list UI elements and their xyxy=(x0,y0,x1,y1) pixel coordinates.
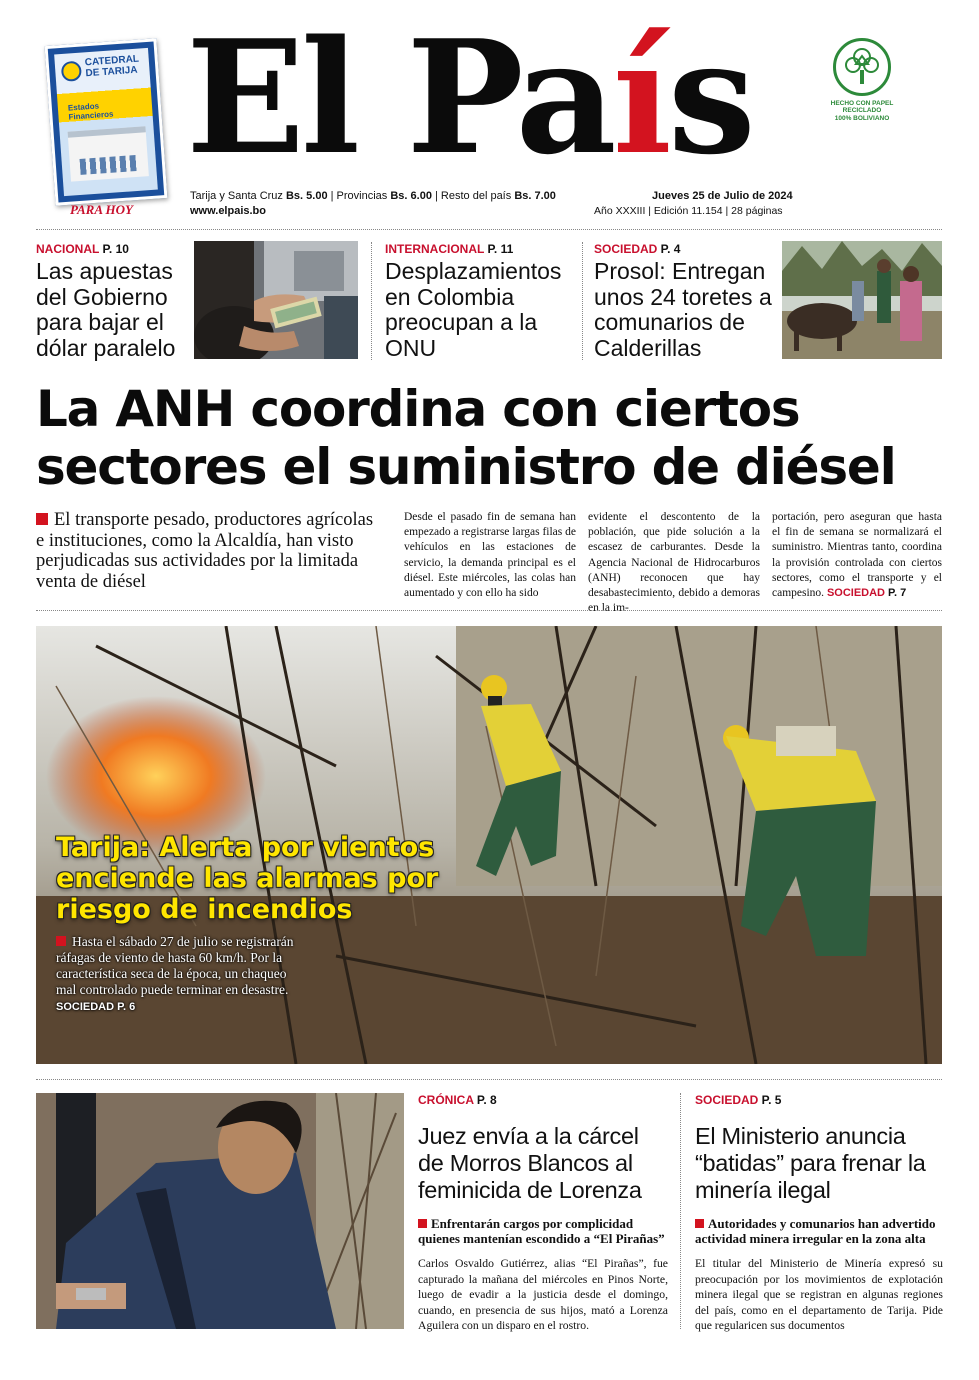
promo-label: PARA HOY xyxy=(70,202,133,217)
bullet-square-icon xyxy=(418,1219,427,1228)
promo-brand xyxy=(85,55,141,80)
promo-brand-line1: CATEDRAL xyxy=(84,53,140,69)
page-ref: P. 4 xyxy=(657,242,681,256)
lead-headline[interactable]: La ANH coordina con ciertos sectores el suministro de diésel xyxy=(36,380,896,496)
promo-brand-line2: DE TARIJA xyxy=(85,64,138,79)
catedral-logo-icon xyxy=(61,61,82,82)
story-headline: Juez envía a la cárcel de Morros Blancos al feminicida de Lorenza xyxy=(418,1123,642,1203)
story-headline: El Ministerio anuncia “batidas” para frenar la minería ilegal xyxy=(695,1123,926,1203)
story-section xyxy=(418,1093,668,1107)
price-3: Bs. 7.00 xyxy=(514,190,556,202)
story-sociedad[interactable] xyxy=(695,1093,943,1334)
promo-insert-thumbnail xyxy=(45,38,168,205)
story-subhead xyxy=(695,1216,943,1246)
teaser-headline: Desplazamientos en Colombia preocupan a la ONU xyxy=(385,258,562,361)
promo-subtitle xyxy=(68,100,114,121)
teaser-headline: Las apuestas del Gobierno para bajar el dólar paralelo xyxy=(36,258,176,361)
story-subhead xyxy=(418,1216,668,1246)
promo-sub-line2: Financieros xyxy=(68,109,114,122)
price-region-3: | Resto del país xyxy=(431,190,515,202)
section-name: NACIONAL xyxy=(36,242,100,256)
divider xyxy=(36,229,942,230)
section-name: SOCIEDAD xyxy=(695,1093,759,1107)
recycled-paper-badge xyxy=(822,38,902,122)
edition-info: Año XXXIII | Edición 11.154 | 28 páginas xyxy=(594,205,783,217)
story-body: Carlos Osvaldo Gutiérrez, alias “El Pirañas”, fue capturado la mañana del miércoles en Pinos Norte, luego de evadir a la justicia desde el domingo, cuando, en presencia de sus hijos, mató a Lorenza Aguilera con un disparo en el rostro. xyxy=(418,1257,668,1332)
masthead-prefix: El Pa xyxy=(186,6,613,189)
eco-line2: RECICLADO xyxy=(842,107,882,115)
feature-subhead xyxy=(56,934,296,1015)
story-cronica[interactable] xyxy=(418,1093,668,1334)
eco-line1: HECHO CON PAPEL xyxy=(830,100,894,107)
price-1: Bs. 5.00 xyxy=(285,190,328,202)
page-ref: P. 8 xyxy=(473,1093,497,1107)
teaser-nacional[interactable] xyxy=(36,242,192,361)
column-divider xyxy=(371,242,372,360)
building-illustration xyxy=(68,126,149,181)
promo-sub-line1: Estados xyxy=(67,101,100,113)
eco-badge-text xyxy=(822,100,902,122)
story-section xyxy=(695,1093,943,1107)
divider xyxy=(36,1079,942,1080)
teaser-sociedad[interactable] xyxy=(594,242,780,361)
masthead-accent-letter: í xyxy=(612,6,668,189)
website-link[interactable]: www.elpais.bo xyxy=(190,205,266,217)
recycle-tree-icon xyxy=(833,38,891,96)
price-line xyxy=(190,190,556,202)
feature-headline[interactable]: Tarija: Alerta por vientos enciende las alarmas por riesgo de incendios xyxy=(56,832,439,925)
teaser-section xyxy=(594,242,780,256)
story-subhead-text: Autoridades y comunarios han advertido actividad minera irregular en la zona alta xyxy=(695,1216,936,1246)
feature-page-ref[interactable]: SOCIEDAD P. 6 xyxy=(56,1001,136,1013)
page-ref: P. 5 xyxy=(758,1093,782,1107)
masthead-suffix: s xyxy=(667,6,752,189)
lead-column-3-text: portación, pero aseguran que hasta el fin de semana se normalizará el suministro. Mientras tanto, coordina la provisión controlada con ciertos sectores, como el transporte y el campesino. xyxy=(772,511,942,600)
lead-column-3 xyxy=(772,510,942,601)
section-name: CRÓNICA xyxy=(418,1093,474,1107)
ref-section: SOCIEDAD xyxy=(826,587,885,600)
bullet-square-icon xyxy=(695,1219,704,1228)
feature-subhead-text: Hasta el sábado 27 de julio se registrarán ráfagas de viento de hasta 60 km/h. Por la característica seca de la época, un chaqueo mal controlado puede terminar en desastre. xyxy=(56,934,294,997)
teaser-section xyxy=(36,242,192,256)
lead-subhead-text: El transporte pesado, productores agrícolas e instituciones, como la Alcaldía, han visto perjudicadas sus actividades por la limitada venta de diésel xyxy=(36,510,374,592)
price-2: Bs. 6.00 xyxy=(390,190,432,202)
photo-arrested-man xyxy=(36,1093,404,1329)
story-subhead-text: Enfrentarán cargos por complicidad quienes mantenían escondido a “El Pirañas” xyxy=(418,1216,665,1246)
story-body: El titular del Ministerio de Minería expresó su preocupación por los movimientos de explotación minera ilegal que se registran en algunas regiones del país, como en el departamento de Tarija. Pide que regularicen sus documentos xyxy=(695,1257,943,1332)
lead-column-2: evidente el descontento de la población, que pide solución a la escasez de carburantes. Desde la Agencia Nacional de Hidrocarburos (ANH) reconocen que hay desabastecimiento, debido a demoras en la im- xyxy=(588,511,760,615)
page-ref: P. 10 xyxy=(99,242,129,256)
lead-page-ref[interactable] xyxy=(827,587,906,599)
newspaper-masthead xyxy=(186,6,752,189)
teaser-internacional[interactable] xyxy=(385,242,577,361)
column-divider xyxy=(680,1093,681,1329)
price-region-1: Tarija y Santa Cruz xyxy=(190,190,286,202)
bullet-square-icon xyxy=(56,936,66,946)
teaser-section xyxy=(385,242,577,256)
section-name: SOCIEDAD xyxy=(594,242,658,256)
column-divider xyxy=(582,242,583,360)
photo-bulls-delivery xyxy=(782,241,942,359)
price-region-2: | Provincias xyxy=(327,190,391,202)
teaser-headline: Prosol: Entregan unos 24 toretes a comunarios de Calderillas xyxy=(594,258,772,361)
divider xyxy=(36,610,942,611)
photo-money-exchange xyxy=(194,241,358,359)
eco-line3: 100% BOLIVIANO xyxy=(834,114,890,122)
lead-subhead xyxy=(36,510,376,592)
lead-column-1: Desde el pasado fin de semana han empezado a registrarse largas filas de vehículos en las estaciones de servicio, la demanda principal es el diésel. Este miércoles, las colas han aumentado y con ello ha sido xyxy=(404,511,576,600)
section-name: INTERNACIONAL xyxy=(385,242,485,256)
ref-page: P. 7 xyxy=(885,587,907,600)
issue-date: Jueves 25 de Julio de 2024 xyxy=(652,190,793,202)
page-ref: P. 11 xyxy=(484,242,514,256)
bullet-square-icon xyxy=(36,513,48,525)
